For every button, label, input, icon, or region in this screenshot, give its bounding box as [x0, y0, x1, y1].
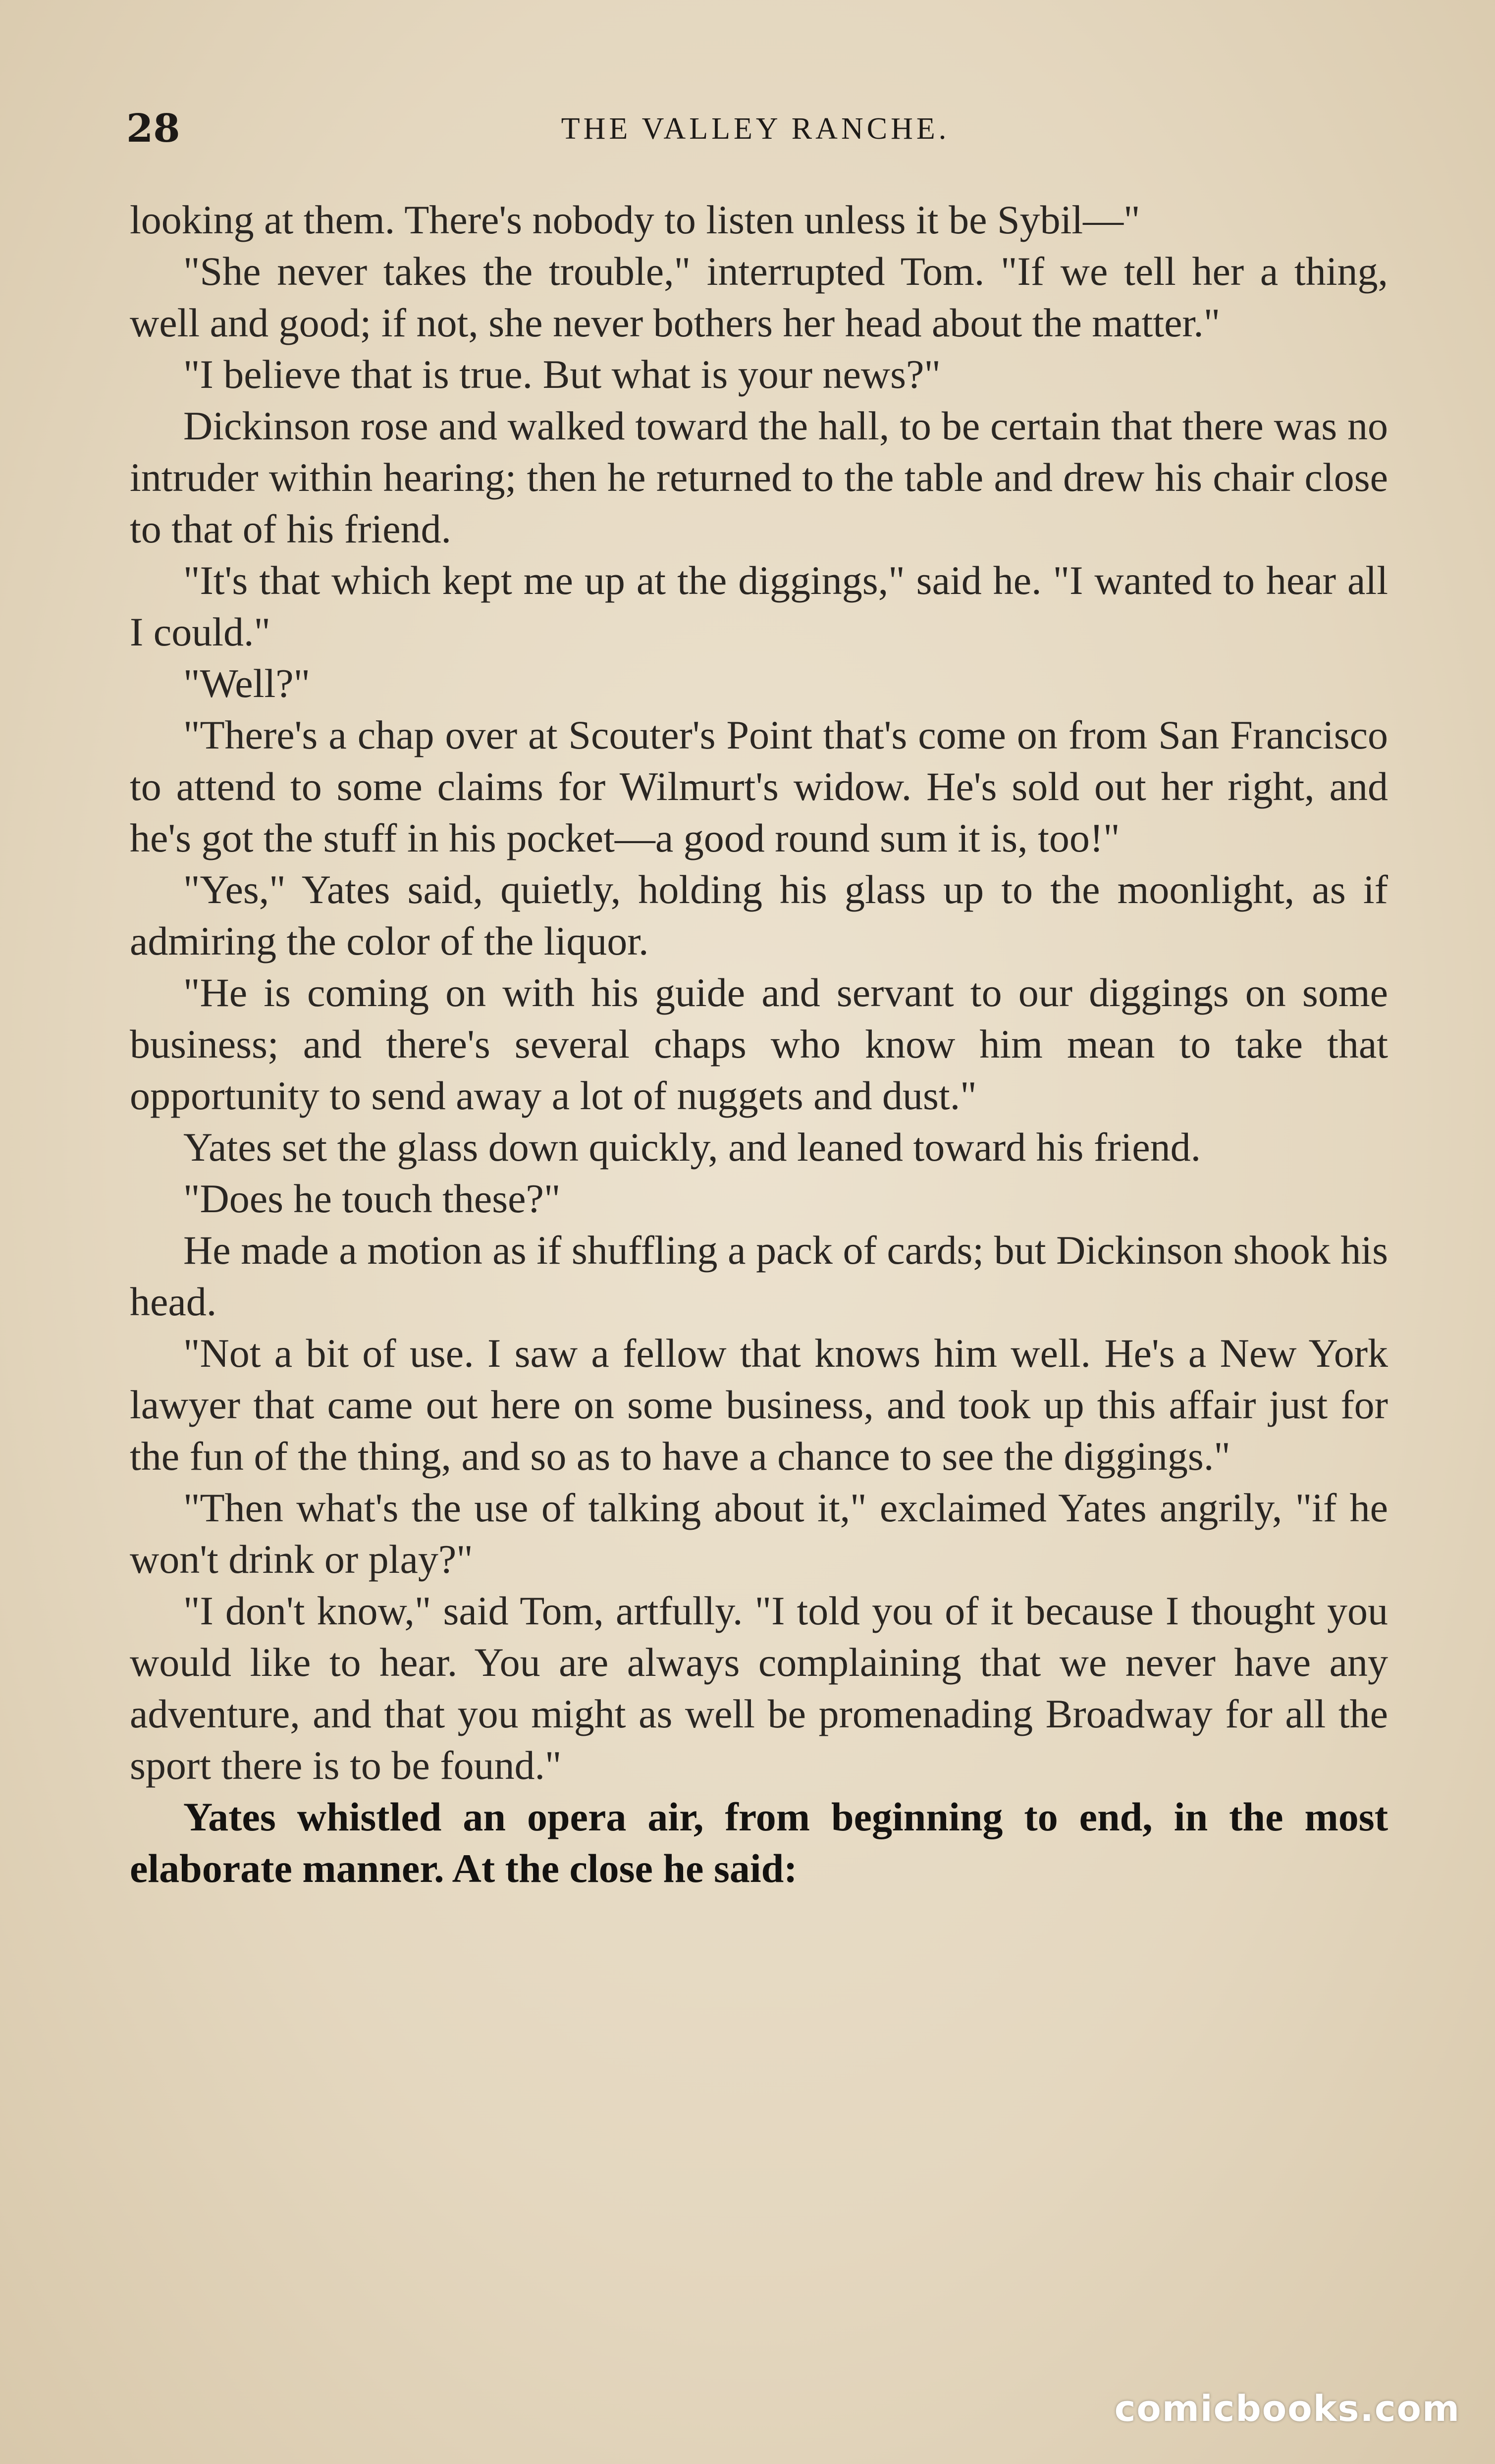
page-header [126, 99, 1385, 159]
paragraph: Yates whistled an opera air, from beginning to end, in the most elaborate manner. At the close he said: [130, 1794, 1388, 1891]
page-number: 28 [126, 106, 180, 151]
paragraph: He made a motion as if shuffling a pack of cards; but Dickinson shook his head. [130, 1228, 1388, 1324]
paragraph: "Not a bit of use. I saw a fellow that knows him well. He's a New York lawyer that came out here on some business, and took up this affair just for the fun of the thing, and so as to have a chance to see the diggings." [130, 1331, 1388, 1479]
paragraph: looking at them. There's nobody to listen unless it be Sybil—" [130, 197, 1140, 242]
paragraph: "She never takes the trouble," interrupted Tom. "If we tell her a thing, well and good; if not, she never bothers her head about the matter." [130, 249, 1388, 345]
paragraph: "He is coming on with his guide and servant to our diggings on some business; and there's several chaps who know him mean to take that opportunity to send away a lot of nuggets and dust." [130, 970, 1388, 1118]
paragraph: "I don't know," said Tom, artfully. "I told you of it because I thought you would like to hear. You are always complaining that we never have any adventure, and that you might as well be promenading Broadway for all the sport there is to be found." [130, 1588, 1388, 1788]
paragraph: "Then what's the use of talking about it," exclaimed Yates angrily, "if he won't drink or play?" [130, 1485, 1388, 1582]
paragraph: Yates set the glass down quickly, and leaned toward his friend. [183, 1125, 1201, 1170]
running-title: THE VALLEY RANCHE. [561, 112, 950, 146]
paragraph: "Yes," Yates said, quietly, holding his glass up to the moonlight, as if admiring the color of the liquor. [130, 867, 1388, 964]
watermark: comicbooks.com [1114, 2388, 1460, 2429]
paragraph: "I believe that is true. But what is your news?" [183, 352, 941, 397]
paragraph: Dickinson rose and walked toward the hall, to be certain that there was no intruder within hearing; then he returned to the table and drew his chair close to that of his friend. [130, 403, 1388, 551]
paragraph: "Well?" [183, 661, 311, 706]
paragraph: "Does he touch these?" [183, 1176, 561, 1221]
paragraph: "It's that which kept me up at the diggings," said he. "I wanted to hear all I could." [130, 558, 1388, 654]
paragraph: "There's a chap over at Scouter's Point that's come on from San Francisco to attend to some claims for Wilmurt's widow. He's sold out her right, and he's got the stuff in his pocket—a good round sum it is, too!" [130, 712, 1388, 860]
body-text [130, 194, 1388, 1894]
